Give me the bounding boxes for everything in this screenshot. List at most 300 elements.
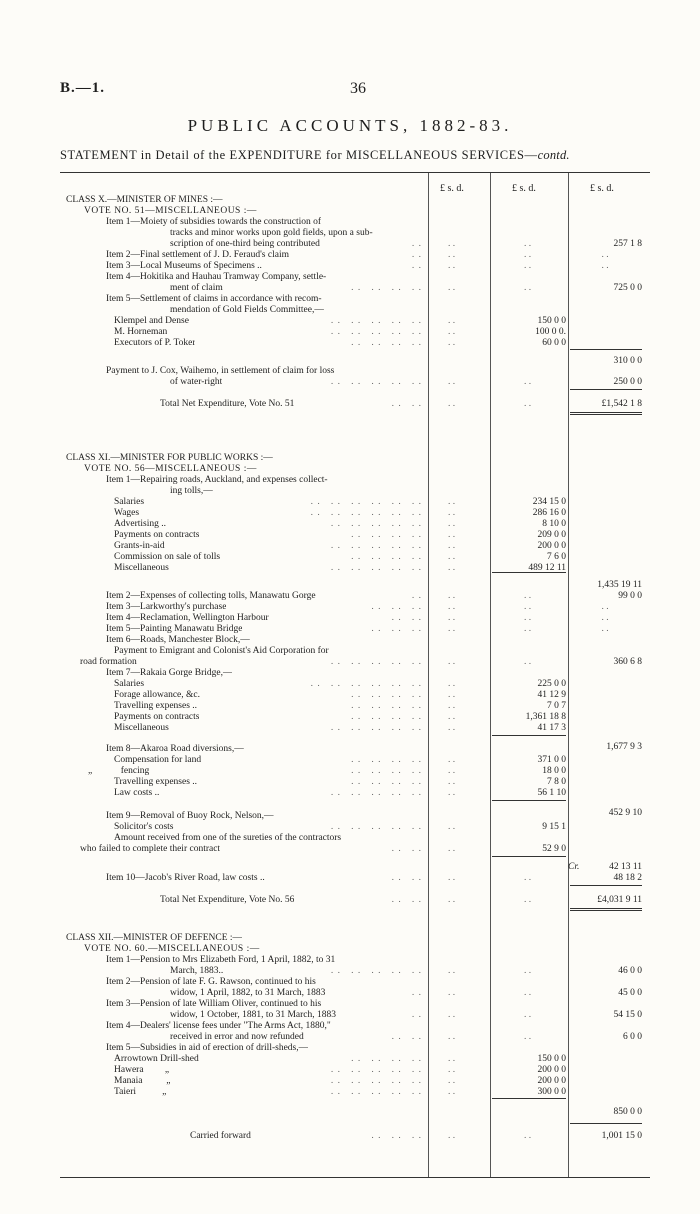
- subtotal-rule: [570, 389, 642, 390]
- amount-col2: 56 1 10: [537, 788, 566, 798]
- leader-dots: . . . . . . . .: [351, 552, 422, 562]
- leader-dots: . .: [411, 988, 422, 998]
- total-double-rule: [570, 412, 642, 415]
- expenditure-table: [60, 172, 650, 1178]
- row-description: Compensation for land: [114, 755, 202, 765]
- amount-col2: . .: [524, 1131, 532, 1141]
- row-description: Item 1—Moiety of subsidies towards the construction of: [106, 217, 322, 227]
- ledger-row: [60, 580, 650, 591]
- credit-marker: Cr.: [568, 862, 580, 872]
- row-description: Wages: [114, 508, 140, 518]
- row-description: Law costs ..: [114, 788, 160, 798]
- ledger-row: [60, 635, 650, 646]
- row-description: Item 2—Pension of late F. G. Rawson, continued to his: [106, 977, 316, 987]
- amount-col2: 234 15 0: [532, 497, 566, 507]
- row-description: Travelling expenses ..: [114, 777, 198, 787]
- amount-col1: . .: [448, 895, 456, 905]
- row-description: Item 1—Pension to Mrs Elizabeth Ford, 1 April, 1882, to 31: [106, 955, 336, 965]
- amount-col2: 41 12 9: [537, 690, 566, 700]
- amount-col1: . .: [448, 777, 456, 787]
- amount-col1: . .: [448, 723, 456, 733]
- ledger-row: [60, 453, 650, 464]
- amount-col2: 9 15 1: [542, 822, 566, 832]
- row-description: Item 5—Subsidies in aid of erection of drill-sheds,—: [106, 1043, 309, 1053]
- ledger-row: [60, 895, 650, 906]
- ledger-row: [60, 766, 650, 777]
- row-description: Arrowtown Drill-shed: [114, 1054, 199, 1064]
- amount-col1: . .: [448, 1054, 456, 1064]
- amount-col3: 46 0 0: [618, 966, 642, 976]
- amount-col1: . .: [448, 591, 456, 601]
- ledger-row: [60, 646, 650, 657]
- ledger-row: [60, 475, 650, 486]
- row-description: widow, 1 April, 1882, to 31 March, 1883: [170, 988, 326, 998]
- amount-col2: 225 0 0: [537, 679, 566, 689]
- row-description: Hawera „: [114, 1065, 170, 1075]
- ledger-row: [60, 833, 650, 844]
- leader-dots: . .: [411, 250, 422, 260]
- ledger-row: [60, 1010, 650, 1021]
- amount-col1: . .: [448, 712, 456, 722]
- ledger-row: [60, 944, 650, 955]
- ledger-row: [60, 1043, 650, 1054]
- ledger-row: [60, 1087, 650, 1098]
- report-code: B.—1.: [60, 80, 106, 96]
- leader-dots: . . . . . . . . . . . .: [310, 679, 422, 689]
- ledger-row: [60, 377, 650, 388]
- ledger-row: [60, 366, 650, 377]
- row-description: Forage allowance, &c.: [114, 690, 200, 700]
- statement-subtitle: [60, 148, 570, 163]
- leader-dots: . . . . . . . . . .: [330, 788, 422, 798]
- ledger-row: [60, 327, 650, 338]
- amount-col1: . .: [448, 563, 456, 573]
- row-description: of water-right: [170, 377, 223, 387]
- amount-col1: . .: [448, 690, 456, 700]
- subtotal-rule: [492, 735, 566, 736]
- ledger-row: [60, 712, 650, 723]
- ledger-row: [60, 541, 650, 552]
- amount-col2: 150 0 0: [537, 1054, 566, 1064]
- ledger-row: [60, 701, 650, 712]
- subtotal-rule: [492, 572, 566, 573]
- leader-dots: . . . . . . . .: [351, 338, 422, 348]
- ledger-row: [60, 966, 650, 977]
- amount-col2: . .: [524, 895, 532, 905]
- row-description: CLASS XI.—MINISTER FOR PUBLIC WORKS :—: [66, 453, 273, 463]
- ledger-row: [60, 690, 650, 701]
- amount-col1: . .: [448, 788, 456, 798]
- amount-col1: . .: [448, 541, 456, 551]
- row-description: Item 3—Pension of late William Oliver, continued to his: [106, 999, 322, 1009]
- amount-col2: . .: [524, 250, 532, 260]
- row-description: tracks and minor works upon gold fields, upon a sub-: [170, 228, 373, 238]
- amount-col1: . .: [448, 250, 456, 260]
- leader-dots: . . . . . . . . . .: [330, 563, 422, 573]
- ledger-row: [60, 552, 650, 563]
- leader-dots: . . . .: [391, 613, 422, 623]
- subtotal-rule: [492, 1098, 566, 1099]
- total-double-rule: [570, 908, 642, 911]
- row-description: Total Net Expenditure, Vote No. 51: [160, 399, 295, 409]
- ledger-row: [60, 777, 650, 788]
- ledger-row: [60, 1076, 650, 1087]
- leader-dots: . . . . . .: [371, 624, 422, 634]
- amount-col1: . .: [448, 822, 456, 832]
- ledger-row: [60, 530, 650, 541]
- row-description: Item 2—Expenses of collecting tolls, Manawatu Gorge: [106, 591, 316, 601]
- amount-col1: . .: [448, 1010, 456, 1020]
- amount-col1: . .: [448, 988, 456, 998]
- leader-dots: . . . . . .: [371, 602, 422, 612]
- amount-col3: 99 0 0: [618, 591, 642, 601]
- amount-col2: . .: [524, 377, 532, 387]
- amount-col1: . .: [448, 261, 456, 271]
- amount-col3: 250 0 0: [613, 377, 642, 387]
- ledger-row: [60, 1054, 650, 1065]
- row-description: Carried forward: [190, 1131, 251, 1141]
- amount-col2: . .: [524, 966, 532, 976]
- leader-dots: . . . . . . . .: [351, 755, 422, 765]
- amount-col1: . .: [448, 657, 456, 667]
- amount-col3: . .: [601, 613, 609, 623]
- row-description: Payments on contracts: [114, 530, 200, 540]
- ledger-row: [60, 988, 650, 999]
- ledger-row: [60, 1021, 650, 1032]
- amount-col2: . .: [524, 657, 532, 667]
- amount-col3: . .: [601, 261, 609, 271]
- amount-col2: 41 17 3: [537, 723, 566, 733]
- amount-col2: . .: [524, 1032, 532, 1042]
- leader-dots: . . . . . . . . . .: [330, 377, 422, 387]
- amount-col3: £1,542 1 8: [601, 399, 642, 409]
- amount-col1: . .: [448, 338, 456, 348]
- amount-col1: . .: [448, 701, 456, 711]
- ledger-row: [60, 862, 650, 873]
- ledger-row: [60, 955, 650, 966]
- amount-col1: . .: [448, 377, 456, 387]
- leader-dots: . . . . . . . . . .: [330, 1087, 422, 1097]
- row-description: Payment to J. Cox, Waihemo, in settlement of claim for loss: [106, 366, 335, 376]
- leader-dots: . . . . . . . . . .: [330, 541, 422, 551]
- leader-dots: . . . . . . . . . . . .: [310, 497, 422, 507]
- ledger-row: [60, 873, 650, 884]
- amount-col2: . .: [524, 239, 532, 249]
- leader-dots: . . . . . . . . . .: [330, 316, 422, 326]
- amount-col2: 200 0 0: [537, 1065, 566, 1075]
- leader-dots: . . . . . . . . . .: [330, 519, 422, 529]
- amount-col3: 48 18 2: [613, 873, 642, 883]
- ledger-row: [60, 294, 650, 305]
- row-description: CLASS X.—MINISTER OF MINES :—: [66, 195, 223, 205]
- amount-col3: . .: [601, 250, 609, 260]
- row-description: road formation: [80, 657, 137, 667]
- row-description: mendation of Gold Fields Committee,—: [170, 305, 324, 315]
- ledger-row: [60, 1065, 650, 1076]
- leader-dots: . . . . . . . .: [351, 777, 422, 787]
- amount-col1: . .: [448, 508, 456, 518]
- ledger-row: [60, 679, 650, 690]
- ledger-row: [60, 250, 650, 261]
- amount-col3: £4,031 9 11: [597, 895, 642, 905]
- ledger-row: [60, 399, 650, 410]
- row-description: Grants-in-aid: [114, 541, 165, 551]
- leader-dots: . . . . . .: [371, 1131, 422, 1141]
- amount-col1: . .: [448, 497, 456, 507]
- subtitle-main: STATEMENT in Detail of the EXPENDITURE for MISCELLANEOUS SERVICES—: [60, 148, 538, 162]
- amount-col3: 1,001 15 0: [601, 1131, 642, 1141]
- row-description: Payment to Emigrant and Colonist's Aid Corporation for: [114, 646, 329, 656]
- row-description: Solicitor's costs: [114, 822, 174, 832]
- amount-col2: 7 8 0: [547, 777, 566, 787]
- amount-col1: . .: [448, 530, 456, 540]
- row-description: Miscellaneous: [114, 723, 169, 733]
- amount-col1: . .: [448, 552, 456, 562]
- amount-col2: 52 9 0: [542, 844, 566, 854]
- amount-col1: . .: [448, 766, 456, 776]
- row-description: Advertising ..: [114, 519, 166, 529]
- row-description: VOTE NO. 60.—MISCELLANEOUS :—: [84, 944, 260, 954]
- leader-dots: . . . . . . . .: [351, 690, 422, 700]
- amount-col2: . .: [524, 591, 532, 601]
- ledger-row: [60, 723, 650, 734]
- amount-col1: . .: [448, 1065, 456, 1075]
- leader-dots: . . . . . . . . . .: [330, 723, 422, 733]
- row-description: VOTE NO. 51—MISCELLANEOUS :—: [84, 206, 257, 216]
- amount-col2: . .: [524, 988, 532, 998]
- ledger-row: [60, 657, 650, 668]
- row-description: received in error and now refunded: [170, 1032, 304, 1042]
- row-description: ment of claim: [170, 283, 223, 293]
- ledger-row: [60, 844, 650, 855]
- amount-col2: . .: [524, 261, 532, 271]
- amount-col2: 60 0 0: [542, 338, 566, 348]
- leader-dots: . . . .: [391, 399, 422, 409]
- row-description: March, 1883..: [170, 966, 224, 976]
- ledger-row: [60, 305, 650, 316]
- leader-dots: . . . .: [391, 895, 422, 905]
- row-description: Item 4—Reclamation, Wellington Harbour: [106, 613, 269, 623]
- ledger-row: [60, 486, 650, 497]
- amount-col3: 45 0 0: [618, 988, 642, 998]
- leader-dots: . . . . . . . .: [351, 530, 422, 540]
- column-header-2: £ s. d.: [512, 183, 536, 194]
- amount-col2: 371 0 0: [537, 755, 566, 765]
- amount-col3: 725 0 0: [613, 283, 642, 293]
- row-description: Item 4—Dealers' license fees under "The Arms Act, 1880,": [106, 1021, 331, 1031]
- row-description: Travelling expenses ..: [114, 701, 198, 711]
- amount-col3: 310 0 0: [613, 356, 642, 366]
- amount-col3: 42 13 11: [609, 862, 642, 872]
- subtotal-rule: [570, 885, 642, 886]
- ledger-row: [60, 977, 650, 988]
- amount-col1: . .: [448, 239, 456, 249]
- page-title: PUBLIC ACCOUNTS, 1882-83.: [187, 116, 513, 135]
- ledger-row: [60, 811, 650, 822]
- row-description: Executors of P. Toker: [114, 338, 196, 348]
- leader-dots: . .: [411, 1010, 422, 1020]
- row-description: „ fencing: [88, 766, 150, 776]
- amount-col1: . .: [448, 283, 456, 293]
- row-description: Total Net Expenditure, Vote No. 56: [160, 895, 295, 905]
- subtotal-rule: [570, 1123, 642, 1124]
- ledger-row: [60, 497, 650, 508]
- ledger-row: [60, 283, 650, 294]
- row-description: Amount received from one of the sureties of the contractors: [114, 833, 342, 843]
- amount-col2: 150 0 0: [537, 316, 566, 326]
- row-description: Item 9—Removal of Buoy Rock, Nelson,—: [106, 811, 274, 821]
- ledger-row: [60, 239, 650, 250]
- row-description: Item 5—Settlement of claims in accordance with recom-: [106, 294, 322, 304]
- row-description: Klempel and Dense: [114, 316, 189, 326]
- amount-col1: . .: [448, 755, 456, 765]
- ledger-row: [60, 316, 650, 327]
- leader-dots: . . . . . . . .: [351, 283, 422, 293]
- row-description: scription of one-third being contributed: [170, 239, 320, 249]
- row-description: Salaries: [114, 679, 145, 689]
- amount-col2: . .: [524, 1010, 532, 1020]
- leader-dots: . . . . . . . . . .: [330, 1076, 422, 1086]
- leader-dots: . .: [411, 239, 422, 249]
- leader-dots: . .: [411, 261, 422, 271]
- row-description: Manaia „: [114, 1076, 171, 1086]
- ledger-row: [60, 195, 650, 206]
- subtitle-contd: contd.: [537, 148, 570, 162]
- ledger-row: [60, 933, 650, 944]
- amount-col3: 1,435 19 11: [597, 580, 642, 590]
- ledger-row: [60, 1107, 650, 1118]
- leader-dots: . . . .: [391, 873, 422, 883]
- ledger-row: [60, 668, 650, 679]
- row-description: Item 8—Akaroa Road diversions,—: [106, 744, 244, 754]
- amount-col3: 452 9 10: [608, 808, 642, 818]
- amount-col2: 300 0 0: [537, 1087, 566, 1097]
- ledger-row: [60, 613, 650, 624]
- row-description: VOTE NO. 56—MISCELLANEOUS :—: [84, 464, 257, 474]
- leader-dots: . . . . . . . .: [351, 712, 422, 722]
- amount-col1: . .: [448, 613, 456, 623]
- amount-col1: . .: [448, 1032, 456, 1042]
- amount-col2: 7 6 0: [547, 552, 566, 562]
- amount-col1: . .: [448, 1087, 456, 1097]
- amount-col3: 257 1 8: [613, 239, 642, 249]
- amount-col2: 100 0 0.: [535, 327, 566, 337]
- amount-col1: . .: [448, 519, 456, 529]
- amount-col1: . .: [448, 679, 456, 689]
- ledger-row: [60, 261, 650, 272]
- ledger-row: [60, 624, 650, 635]
- amount-col2: . .: [524, 283, 532, 293]
- amount-col3: 1,677 9 3: [606, 742, 642, 752]
- row-description: Item 7—Rakaia Gorge Bridge,—: [106, 668, 233, 678]
- amount-col3: 360 6 8: [613, 657, 642, 667]
- row-description: Item 2—Final settlement of J. D. Feraud's claim: [106, 250, 289, 260]
- ledger-row: [60, 822, 650, 833]
- subtotal-rule: [570, 349, 642, 350]
- row-description: Miscellaneous: [114, 563, 169, 573]
- ledger-row: [60, 788, 650, 799]
- row-description: Commission on sale of tolls: [114, 552, 221, 562]
- leader-dots: . . . . . . . .: [351, 766, 422, 776]
- row-description: CLASS XII.—MINISTER OF DEFENCE :—: [66, 933, 243, 943]
- ledger-row: [60, 217, 650, 228]
- ledger-row: [60, 519, 650, 530]
- leader-dots: . . . . . . . . . .: [330, 657, 422, 667]
- amount-col2: 1,361 18 8: [525, 712, 566, 722]
- amount-col3: 6 0 0: [623, 1032, 642, 1042]
- amount-col2: 200 0 0: [537, 1076, 566, 1086]
- ledger-row: [60, 206, 650, 217]
- leader-dots: . . . . . . . . . . . .: [310, 508, 422, 518]
- amount-col2: . .: [524, 873, 532, 883]
- amount-col1: . .: [448, 624, 456, 634]
- row-description: Item 3—Larkworthy's purchase: [106, 602, 227, 612]
- amount-col1: . .: [448, 316, 456, 326]
- row-description: Item 3—Local Museums of Specimens ..: [106, 261, 262, 271]
- ledger-row: [60, 1032, 650, 1043]
- subtotal-rule: [492, 856, 566, 857]
- ledger-row: [60, 602, 650, 613]
- row-description: widow, 1 October, 1881, to 31 March, 1883: [170, 1010, 337, 1020]
- leader-dots: . . . . . . . . . .: [330, 822, 422, 832]
- leader-dots: . . . .: [391, 1032, 422, 1042]
- amount-col1: . .: [448, 844, 456, 854]
- ledger-row: [60, 464, 650, 475]
- ledger-row: [60, 272, 650, 283]
- row-description: Item 1—Repairing roads, Auckland, and expenses collect-: [106, 475, 328, 485]
- amount-col2: 7 0 7: [547, 701, 566, 711]
- amount-col1: . .: [448, 327, 456, 337]
- amount-col1: . .: [448, 1131, 456, 1141]
- ledger-row: [60, 591, 650, 602]
- amount-col2: 489 12 11: [528, 563, 566, 573]
- amount-col2: 209 0 0: [537, 530, 566, 540]
- amount-col1: . .: [448, 1076, 456, 1086]
- row-description: Salaries: [114, 497, 145, 507]
- ledger-row: [60, 744, 650, 755]
- amount-col3: . .: [601, 602, 609, 612]
- row-description: Item 10—Jacob's River Road, law costs ..: [106, 873, 265, 883]
- row-description: Item 5—Painting Manawatu Bridge: [106, 624, 243, 634]
- amount-col3: . .: [601, 624, 609, 634]
- leader-dots: . . . .: [391, 844, 422, 854]
- row-description: Item 4—Hokitika and Hauhau Tramway Company, settle-: [106, 272, 327, 282]
- amount-col1: . .: [448, 873, 456, 883]
- amount-col2: 18 0 0: [542, 766, 566, 776]
- ledger-row: [60, 338, 650, 349]
- subtotal-rule: [492, 800, 566, 801]
- leader-dots: . . . . . . . . . .: [330, 1065, 422, 1075]
- leader-dots: . . . . . . . .: [351, 701, 422, 711]
- amount-col2: 286 16 0: [532, 508, 566, 518]
- ledger-row: [60, 508, 650, 519]
- amount-col2: . .: [524, 624, 532, 634]
- ledger-row: [60, 1131, 650, 1142]
- amount-col2: 200 0 0: [537, 541, 566, 551]
- amount-col1: . .: [448, 966, 456, 976]
- leader-dots: . .: [411, 591, 422, 601]
- row-description: who failed to complete their contract: [80, 844, 221, 854]
- row-description: Item 6—Roads, Manchester Block,—: [106, 635, 250, 645]
- leader-dots: . . . . . . . . . .: [330, 327, 422, 337]
- amount-col2: . .: [524, 613, 532, 623]
- amount-col2: . .: [524, 602, 532, 612]
- row-description: M. Horneman: [114, 327, 168, 337]
- row-description: Payments on contracts: [114, 712, 200, 722]
- leader-dots: . . . . . . . .: [351, 1054, 422, 1064]
- ledger-row: [60, 999, 650, 1010]
- amount-col3: 850 0 0: [613, 1107, 642, 1117]
